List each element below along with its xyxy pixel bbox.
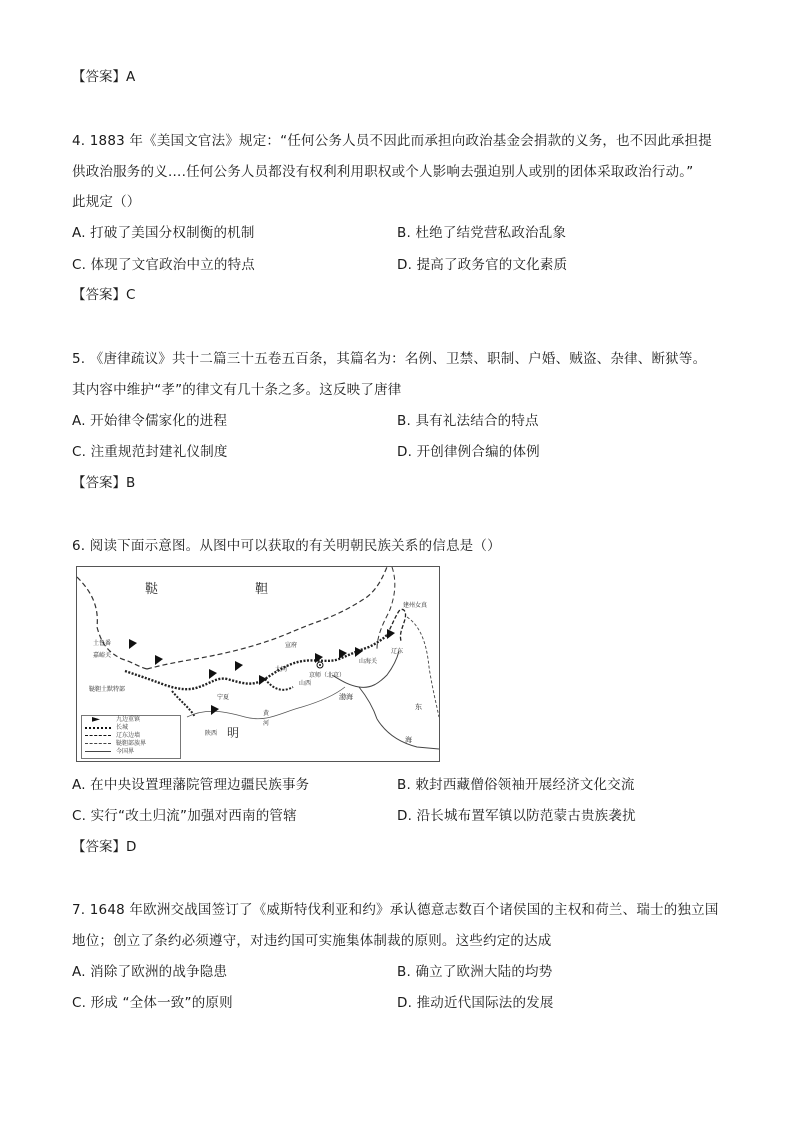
tribe-border-icon xyxy=(85,743,111,744)
q7-option-a: A. 消除了欧洲的战争隐患 xyxy=(72,964,228,980)
map-label-shanxi: 山西 xyxy=(299,680,312,687)
map-label-liaodong: 辽东 xyxy=(391,648,404,655)
q5-option-b: B. 具有礼法结合的特点 xyxy=(397,413,539,429)
map-label-beijing: 京师（北京） xyxy=(309,672,346,679)
question-5-line-2: 其内容中维护“孝”的律文有几十条之多。这反映了唐律 xyxy=(72,382,402,398)
map-legend xyxy=(81,715,181,759)
legend-row-liaodong xyxy=(82,732,180,740)
flag-icon xyxy=(92,717,100,723)
legend-label-tribe: 鞑靼部族界 xyxy=(116,740,147,747)
wall-line-icon xyxy=(85,727,111,729)
question-7-line-1: 7. 1648 年欧洲交战国签订了《威斯特伐利亚和约》承认德意志数百个诸侯国的主权和荷兰、瑞士的独立国 xyxy=(72,902,719,918)
q4-option-c: C. 体现了文官政治中立的特点 xyxy=(72,257,256,273)
map-label-tulufan: 土鲁番 xyxy=(93,640,112,647)
legend-row-national xyxy=(82,748,180,756)
question-6-line-1: 6. 阅读下面示意图。从图中可以获取的有关明朝民族关系的信息是（） xyxy=(72,538,501,554)
map-label-shaanxi: 陕西 xyxy=(205,730,218,737)
q6-option-c: C. 实行“改土归流”加强对西南的管辖 xyxy=(72,808,297,824)
map-label-datong: 大同 xyxy=(275,666,288,673)
q5-option-c: C. 注重规范封建礼仪制度 xyxy=(72,444,228,460)
map-label-shanhaiguan: 山海关 xyxy=(359,658,378,665)
answer-q4: 【答案】C xyxy=(72,287,136,303)
legend-label-wall: 长城 xyxy=(116,724,129,731)
map-label-xuanfu: 宣府 xyxy=(285,642,298,649)
q6-option-d: D. 沿长城布置军镇以防范蒙古贵族袭扰 xyxy=(397,808,636,824)
map-label-jianzhou: 建州女真 xyxy=(403,602,428,609)
map-label-dong: 东 xyxy=(415,703,422,711)
legend-label-liaodong: 辽东边墙 xyxy=(116,732,141,739)
q4-option-a: A. 打破了美国分权制衡的机制 xyxy=(72,225,255,241)
q6-option-b: B. 敕封西藏僧俗领袖开展经济文化交流 xyxy=(397,777,635,793)
question-7-line-2: 地位；创立了条约必须遵守，对违约国可实施集体制裁的原则。这些约定的达成 xyxy=(72,933,552,949)
q5-option-a: A. 开始律令儒家化的进程 xyxy=(72,413,228,429)
map-label-ningxia: 宁夏 xyxy=(217,694,230,701)
question-4-line-3: 此规定（） xyxy=(72,194,141,210)
legend-label-garrison: 九边重镇 xyxy=(116,716,141,723)
map-label-jiayuguan: 嘉峪关 xyxy=(93,652,112,659)
map-label-hai: 海 xyxy=(405,736,412,744)
map-label-ming: 明 xyxy=(227,726,240,740)
answer-q5: 【答案】B xyxy=(72,475,136,491)
q4-option-b: B. 杜绝了结党营私政治乱象 xyxy=(397,225,567,241)
legend-label-national: 今国界 xyxy=(116,748,135,755)
question-4-line-1: 4. 1883 年《美国文官法》规定：“任何公务人员不因此而承担向政治基金会捐款的义务，也不因此承担提 xyxy=(72,133,713,149)
border-wall-icon xyxy=(85,735,111,736)
map-label-dan: 靼 xyxy=(255,582,269,597)
q4-option-d: D. 提高了政务官的文化素质 xyxy=(397,257,568,273)
map-label-tumote: 鞑靼土默特部 xyxy=(89,686,126,693)
map-label-huang: 黄 xyxy=(263,710,270,717)
legend-row-wall xyxy=(82,724,180,732)
legend-row-garrison xyxy=(82,716,180,724)
q7-option-d: D. 推动近代国际法的发展 xyxy=(397,995,554,1011)
question-5-line-1: 5. 《唐律疏议》共十二篇三十五卷五百条，其篇名为：名例、卫禁、职制、户婚、贼盗、杂律、断狱等。 xyxy=(72,351,707,367)
answer-q6: 【答案】D xyxy=(72,839,137,855)
legend-row-tribe xyxy=(82,740,180,748)
q7-option-c: C. 形成 “全体一致”的原则 xyxy=(72,995,233,1011)
map-label-he: 河 xyxy=(263,720,270,727)
q6-option-a: A. 在中央设置理藩院管理边疆民族事务 xyxy=(72,777,310,793)
answer-q3: 【答案】A xyxy=(72,69,136,85)
national-border-icon xyxy=(85,751,111,752)
map-label-bohai: 渤海 xyxy=(339,693,353,701)
question-4-line-2: 供政治服务的义….任何公务人员都没有权利利用职权或个人影响去强迫别人或别的团体采取政治行动。” xyxy=(72,164,694,180)
map-label-da: 鞑 xyxy=(145,582,159,597)
q5-option-d: D. 开创律例合编的体例 xyxy=(397,444,540,460)
ming-dynasty-map xyxy=(76,566,440,762)
q7-option-b: B. 确立了欧洲大陆的均势 xyxy=(397,964,553,980)
